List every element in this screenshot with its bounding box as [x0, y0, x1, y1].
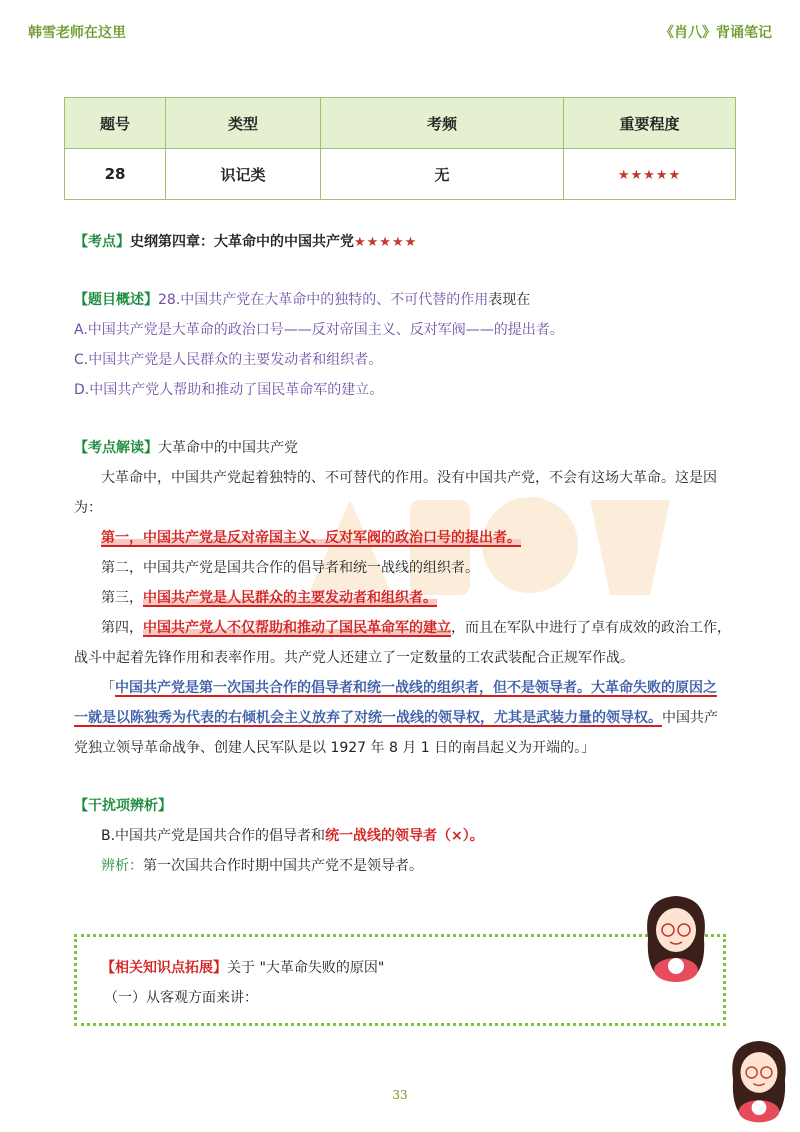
extension-title-line [101, 958, 384, 978]
table-header-num: 题号 [65, 98, 166, 149]
gaishu-tag: 【题目概述】 [74, 292, 158, 308]
kaodian-tag: 【考点】 [74, 234, 130, 250]
quote-line-3: 党独立领导革命战争、创建人民军队是以 1927 年 8 月 1 日的南昌起义为开端的。」 [74, 740, 596, 756]
reason-fourth-label: 第四， [101, 620, 143, 636]
analysis-text: 第一次国共合作时期中国共产党不是领导者。 [143, 858, 423, 874]
table-cell-num: 28 [65, 149, 166, 200]
extension-title: 关于 "大革命失败的原因" [227, 960, 385, 976]
option-c: C.中国共产党是人民群众的主要发动者和组织者。 [74, 352, 383, 368]
reason-third-label: 第三， [101, 590, 143, 606]
reason-fourth-highlight: 中国共产党人不仅帮助和推动了国民革命军的建立 [143, 620, 451, 636]
table-cell-type: 识记类 [166, 149, 321, 200]
kaodian-line [74, 232, 417, 253]
page-number: 33 [392, 1088, 408, 1102]
quote-bold-1: 中国共产党是第一次国共合作的倡导者和统一战线的组织者，但不是领导者。大革命失败的原因之 [115, 680, 717, 696]
jiedu-line [74, 438, 298, 458]
header-title: 《肖八》背诵笔记 [660, 25, 772, 41]
kaodian-stars: ★★★★★ [354, 235, 418, 250]
distractor-analysis [101, 856, 423, 876]
extension-item-1: （一）从客观方面来讲： [104, 990, 258, 1006]
option-a: A.中国共产党是大革命的政治口号——反对帝国主义、反对军阀——的提出者。 [74, 322, 564, 338]
table-header-type: 类型 [166, 98, 321, 149]
extension-tag: 【相关知识点拓展】 [101, 960, 227, 976]
distractor-wrong: 统一战线的领导者（×）。 [325, 828, 484, 844]
quote-normal-2: 中国共产 [662, 710, 718, 726]
quote-bold-2: 一就是以陈独秀为代表的右倾机会主义放弃了对统一战线的领导权，尤其是武装力量的领导权。 [74, 710, 662, 726]
quote-line-2 [74, 708, 718, 728]
option-d: D.中国共产党人帮助和推动了国民革命军的建立。 [74, 382, 384, 398]
question-stem: 28.中国共产党在大革命中的独特的、不可代替的作用 [158, 292, 489, 308]
table-cell-freq: 无 [321, 149, 564, 200]
jiedu-tag: 【考点解读】 [74, 440, 158, 456]
jiedu-title: 大革命中的中国共产党 [158, 440, 298, 456]
jiedu-para-1-cont: 为： [74, 500, 102, 516]
table-header-freq: 考频 [321, 98, 564, 149]
reason-third-text: 中国共产党是人民群众的主要发动者和组织者。 [143, 590, 437, 606]
ganrao-tag: 【干扰项辨析】 [74, 798, 172, 814]
table-cell-stars [564, 149, 736, 200]
analysis-label: 辨析： [101, 858, 143, 874]
quote-line-1 [101, 678, 717, 698]
distractor-option [101, 826, 484, 846]
table-header-importance: 重要程度 [564, 98, 736, 149]
header-author: 韩雪老师在这里 [28, 25, 126, 41]
teacher-cartoon-icon-2 [722, 1030, 796, 1126]
reason-fourth-cont: 战斗中起着先锋作用和表率作用。共产党人还建立了一定数量的工农武装配合正规军作战。 [74, 650, 634, 666]
kaodian-text: 史纲第四章：大革命中的中国共产党 [130, 234, 354, 250]
reason-first-text: 第一，中国共产党是反对帝国主义、反对军阀的政治口号的提出者。 [101, 530, 521, 546]
extension-box [74, 934, 726, 1026]
teacher-cartoon-icon [636, 888, 716, 984]
question-info-table [64, 97, 736, 200]
distractor-text: B.中国共产党是国共合作的倡导者和 [101, 828, 326, 844]
reason-third [101, 588, 437, 608]
reason-second: 第二，中国共产党是国共合作的倡导者和统一战线的组织者。 [101, 560, 479, 576]
quote-open: 「 [101, 680, 115, 696]
importance-stars: ★★★★★ [617, 168, 682, 183]
reason-fourth [101, 618, 731, 638]
reason-fourth-rest: ，而且在军队中进行了卓有成效的政治工作， [451, 620, 731, 636]
jiedu-para-1: 大革命中，中国共产党起着独特的、不可替代的作用。没有中国共产党，不会有这场大革命。这是因 [101, 470, 717, 486]
reason-first [101, 528, 521, 548]
question-stem-tail: 表现在 [488, 292, 531, 308]
gaishu-line [74, 290, 530, 310]
